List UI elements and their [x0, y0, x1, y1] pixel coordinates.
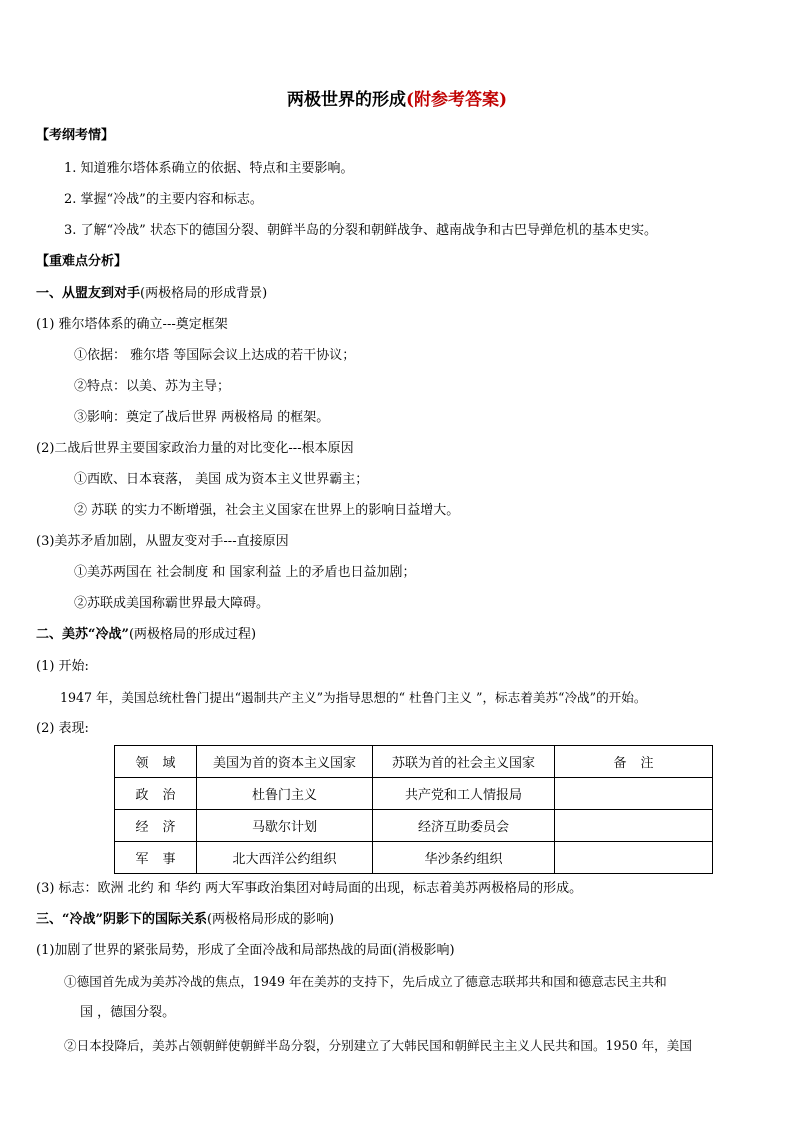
table-cell: 军事 — [115, 842, 197, 874]
table-cell: 马歇尔计划 — [197, 810, 373, 842]
part2-sub-2: (2) 表现: — [36, 721, 89, 736]
table-header-cell: 备注 — [555, 746, 713, 778]
part2-sub-1: (1) 开始: — [36, 659, 89, 674]
part1-sub-2-item-1: ①西欧、日本衰落， 美国 成为资本主义世界霸主； — [74, 472, 369, 487]
part3-sub-1: (1)加剧了世界的紧张局势，形成了全面冷战和局部热战的局面(消极影响) — [36, 943, 455, 958]
part1-heading — [36, 285, 267, 303]
kaogang-heading: 【考纲考情】 — [36, 128, 115, 143]
part1-sub-1: (1) 雅尔塔体系的确立---奠定框架 — [36, 317, 228, 332]
table-cell: 经济互助委员会 — [373, 810, 555, 842]
part1-sub-1-item-3: ③影响：奠定了战后世界 两极格局 的框架。 — [74, 410, 330, 425]
part1-sub-2-item-2: ② 苏联 的实力不断增强，社会主义国家在世界上的影响日益增大。 — [74, 503, 460, 518]
part1-sub-1-item-1: ①依据： 雅尔塔 等国际会议上达成的若干协议； — [74, 348, 356, 363]
table-header-cell: 领域 — [115, 746, 197, 778]
table-cell — [555, 810, 713, 842]
part1-heading-bold: 一、从盟友到对手 — [36, 286, 141, 301]
part2-sub-1-text: 1947 年，美国总统杜鲁门提出“遏制共产主义”为指导思想的“ 杜鲁门主义 ”，标志着美苏“冷战”的开始。 — [60, 690, 647, 705]
part1-sub-3-item-2: ②苏联成美国称霸世界最大障碍。 — [74, 596, 270, 611]
table-cell: 经济 — [115, 810, 197, 842]
part2-heading-bold: 二、美苏“冷战” — [36, 627, 129, 642]
table-header-cell: 苏联为首的社会主义国家 — [373, 746, 555, 778]
kaogang-item-1: 1. 知道雅尔塔体系确立的依据、特点和主要影响。 — [64, 161, 354, 176]
part3-sub-1-item-1: ①德国首先成为美苏冷战的焦点，1949 年在美苏的支持下，先后成立了德意志联邦共和国和德意志民主共和 — [64, 974, 667, 989]
cold-war-table — [114, 745, 713, 874]
part3-sub-1-item-1-cont: 国 ，德国分裂。 — [80, 1005, 176, 1020]
table-row — [115, 842, 713, 874]
kaogang-item-2: 2. 掌握“冷战”的主要内容和标志。 — [64, 192, 263, 207]
table-cell — [555, 842, 713, 874]
table-row — [115, 778, 713, 810]
table-cell: 共产党和工人情报局 — [373, 778, 555, 810]
table-cell — [555, 778, 713, 810]
zhongnan-heading: 【重难点分析】 — [36, 254, 128, 269]
part2-heading — [36, 626, 256, 644]
part1-sub-2: (2)二战后世界主要国家政治力量的对比变化---根本原因 — [36, 441, 354, 456]
kaogang-item-3: 3. 了解“冷战” 状态下的德国分裂、朝鲜半岛的分裂和朝鲜战争、越南战争和古巴导弹危机的基本史实。 — [64, 223, 657, 238]
part1-sub-3-item-1: ①美苏两国在 社会制度 和 国家利益 上的矛盾也日益加剧； — [74, 565, 416, 580]
part1-sub-3: (3)美苏矛盾加剧，从盟友变对手---直接原因 — [36, 534, 289, 549]
title-main: 两极世界的形成 — [286, 90, 406, 110]
part3-heading-rest: (两极格局形成的影响) — [206, 912, 335, 927]
part3-heading — [36, 911, 334, 929]
part3-heading-bold: 三、“冷战”阴影下的国际关系 — [36, 912, 207, 927]
part2-heading-rest: (两极格局的形成过程) — [128, 627, 257, 642]
page-title — [0, 91, 794, 109]
table-cell: 政治 — [115, 778, 197, 810]
table-header-cell: 美国为首的资本主义国家 — [197, 746, 373, 778]
title-answer-note: (附参考答案) — [405, 90, 508, 110]
table-row — [115, 810, 713, 842]
part1-heading-rest: (两极格局的形成背景) — [140, 286, 268, 301]
part3-sub-1-item-2: ②日本投降后，美苏占领朝鲜使朝鲜半岛分裂，分别建立了大韩民国和朝鲜民主主义人民共和国。1950 年，美国 — [64, 1038, 692, 1053]
table-cell: 华沙条约组织 — [373, 842, 555, 874]
table-cell: 杜鲁门主义 — [197, 778, 373, 810]
part2-sub-3: (3) 标志：欧洲 北约 和 华约 两大军事政治集团对峙局面的出现，标志着美苏两极格局的形成。 — [36, 881, 583, 896]
part1-sub-1-item-2: ②特点：以美、苏为主导； — [74, 379, 231, 394]
table-header-row — [115, 746, 713, 778]
table-cell: 北大西洋公约组织 — [197, 842, 373, 874]
